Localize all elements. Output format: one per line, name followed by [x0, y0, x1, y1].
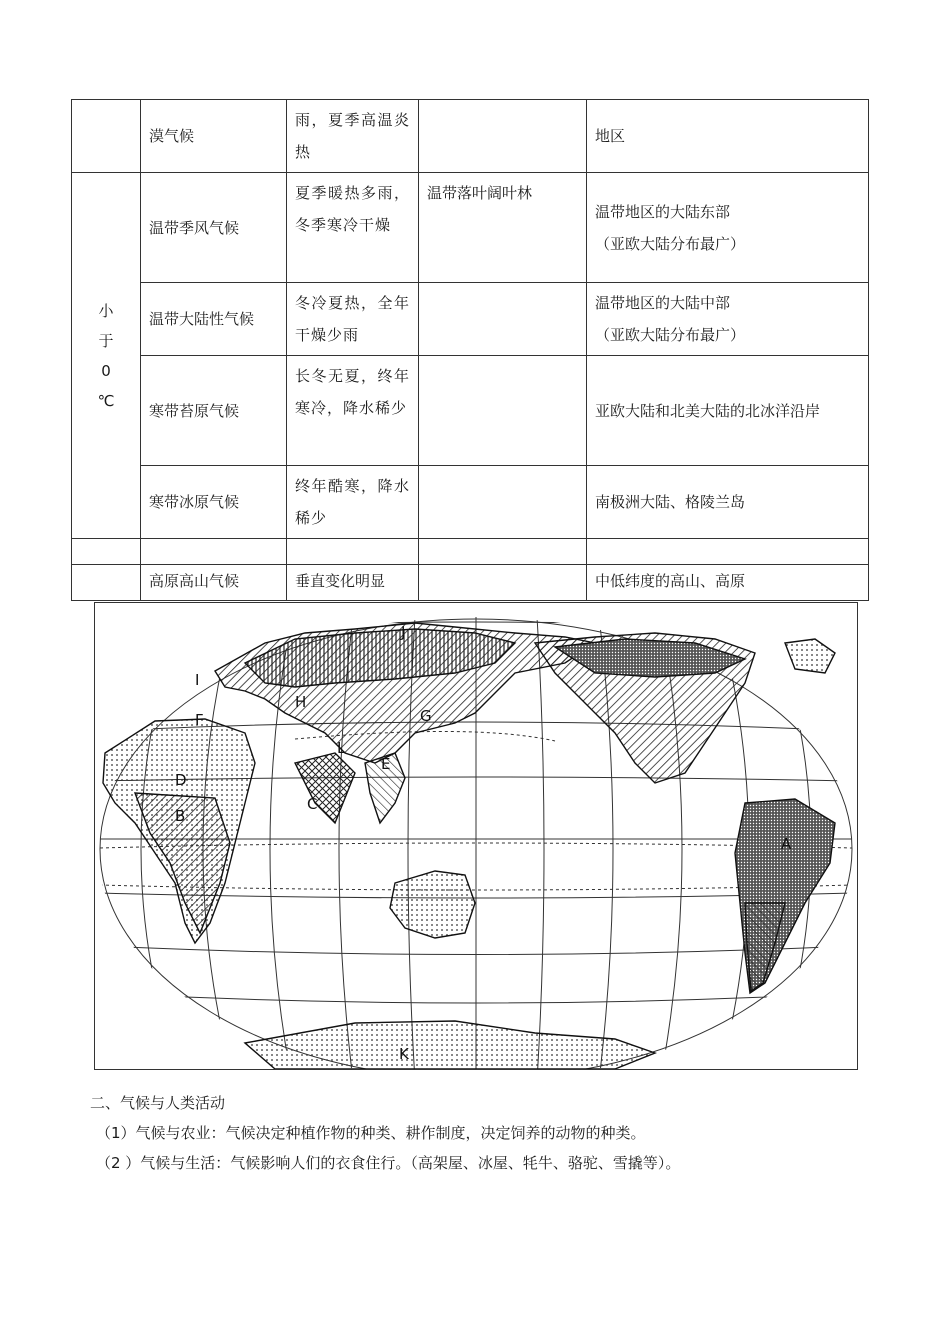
zone-cell: [72, 565, 141, 601]
map-label-j: J: [401, 623, 406, 641]
region-cell: 中低纬度的高山、高原: [587, 565, 869, 601]
note-item: （2 ）气候与生活：气候影响人们的衣食住行。（高架屋、冰屋、牦牛、骆驼、雪撬等）。: [96, 1154, 681, 1172]
climate-name-cell: 高原高山气候: [141, 565, 287, 601]
climate-feature-cell: [287, 539, 419, 565]
map-label-d: D: [175, 771, 187, 789]
table-row: [72, 173, 869, 283]
map-label-b: B: [175, 807, 186, 825]
climate-feature-cell: 雨，夏季高温炎热: [287, 100, 419, 173]
vegetation-cell: [419, 466, 587, 539]
map-label-e: E: [381, 755, 391, 773]
zone-label-char: 小: [98, 301, 114, 320]
vegetation-cell: [419, 356, 587, 466]
vegetation-cell: 温带落叶阔叶林: [419, 173, 587, 283]
region-cell: 南极洲大陆、格陵兰岛: [587, 466, 869, 539]
notes-section: [90, 1088, 870, 1178]
map-label-c: C: [307, 795, 318, 813]
zone-label-char: 于: [98, 331, 114, 350]
vegetation-cell: [419, 100, 587, 173]
land-masses: [103, 623, 835, 1069]
map-label-i: I: [195, 671, 200, 689]
section-heading: 二、气候与人类活动: [90, 1094, 226, 1112]
world-climate-map: [94, 602, 858, 1070]
climate-name-cell: 寒带冰原气候: [141, 466, 287, 539]
climate-name-cell: 漠气候: [141, 100, 287, 173]
map-label-f: F: [195, 711, 204, 729]
climate-name-cell: [141, 539, 287, 565]
climate-name-cell: 温带季风气候: [141, 173, 287, 283]
region-line: 温带地区的大陆东部: [595, 202, 731, 221]
vegetation-cell: [419, 283, 587, 356]
map-label-k: K: [399, 1045, 409, 1063]
zone-cell: [72, 100, 141, 173]
map-label-g: G: [420, 707, 432, 725]
antarctica-shape: [245, 1021, 655, 1069]
world-climate-map-svg: [95, 603, 857, 1069]
zone-cell-below-zero: [72, 173, 141, 539]
region-line: （亚欧大陆分布最广）: [595, 234, 746, 253]
climate-feature-cell: 长冬无夏，终年寒冷，降水稀少: [287, 356, 419, 466]
climate-table-wrapper: [71, 99, 868, 601]
region-cell: 亚欧大陆和北美大陆的北冰洋沿岸: [587, 356, 869, 466]
table-row: [72, 539, 869, 565]
vegetation-cell: [419, 565, 587, 601]
region-line: 温带地区的大陆中部: [595, 294, 731, 312]
map-label-a: A: [781, 835, 792, 853]
climate-feature-cell: 垂直变化明显: [287, 565, 419, 601]
map-label-h: H: [295, 693, 307, 711]
zone-cell: [72, 539, 141, 565]
greenland-shape: [785, 639, 835, 673]
vegetation-cell: [419, 539, 587, 565]
climate-table: [71, 99, 869, 601]
region-cell: [587, 173, 869, 283]
note-item: （1）气候与农业：气候决定种植作物的种类、耕作制度，决定饲养的动物的种类。: [96, 1124, 646, 1142]
india-shape: [295, 753, 355, 823]
region-cell: 地区: [587, 100, 869, 173]
table-row: [72, 466, 869, 539]
climate-feature-cell: 冬冷夏热，全年干燥少雨: [287, 283, 419, 356]
region-cell: [587, 283, 869, 356]
table-row: [72, 356, 869, 466]
region-line: （亚欧大陆分布最广）: [595, 326, 746, 344]
zone-label-char: ℃: [97, 391, 115, 410]
zone-label-char: 0: [101, 361, 111, 380]
table-row: [72, 100, 869, 173]
region-cell: [587, 539, 869, 565]
climate-feature-cell: 夏季暖热多雨，冬季寒冷干燥: [287, 173, 419, 283]
climate-name-cell: 寒带苔原气候: [141, 356, 287, 466]
climate-feature-cell: 终年酷寒，降水稀少: [287, 466, 419, 539]
table-row: [72, 565, 869, 601]
climate-name-cell: 温带大陆性气候: [141, 283, 287, 356]
map-label-l: L: [337, 739, 346, 757]
australia-shape: [390, 871, 475, 938]
table-row: [72, 283, 869, 356]
